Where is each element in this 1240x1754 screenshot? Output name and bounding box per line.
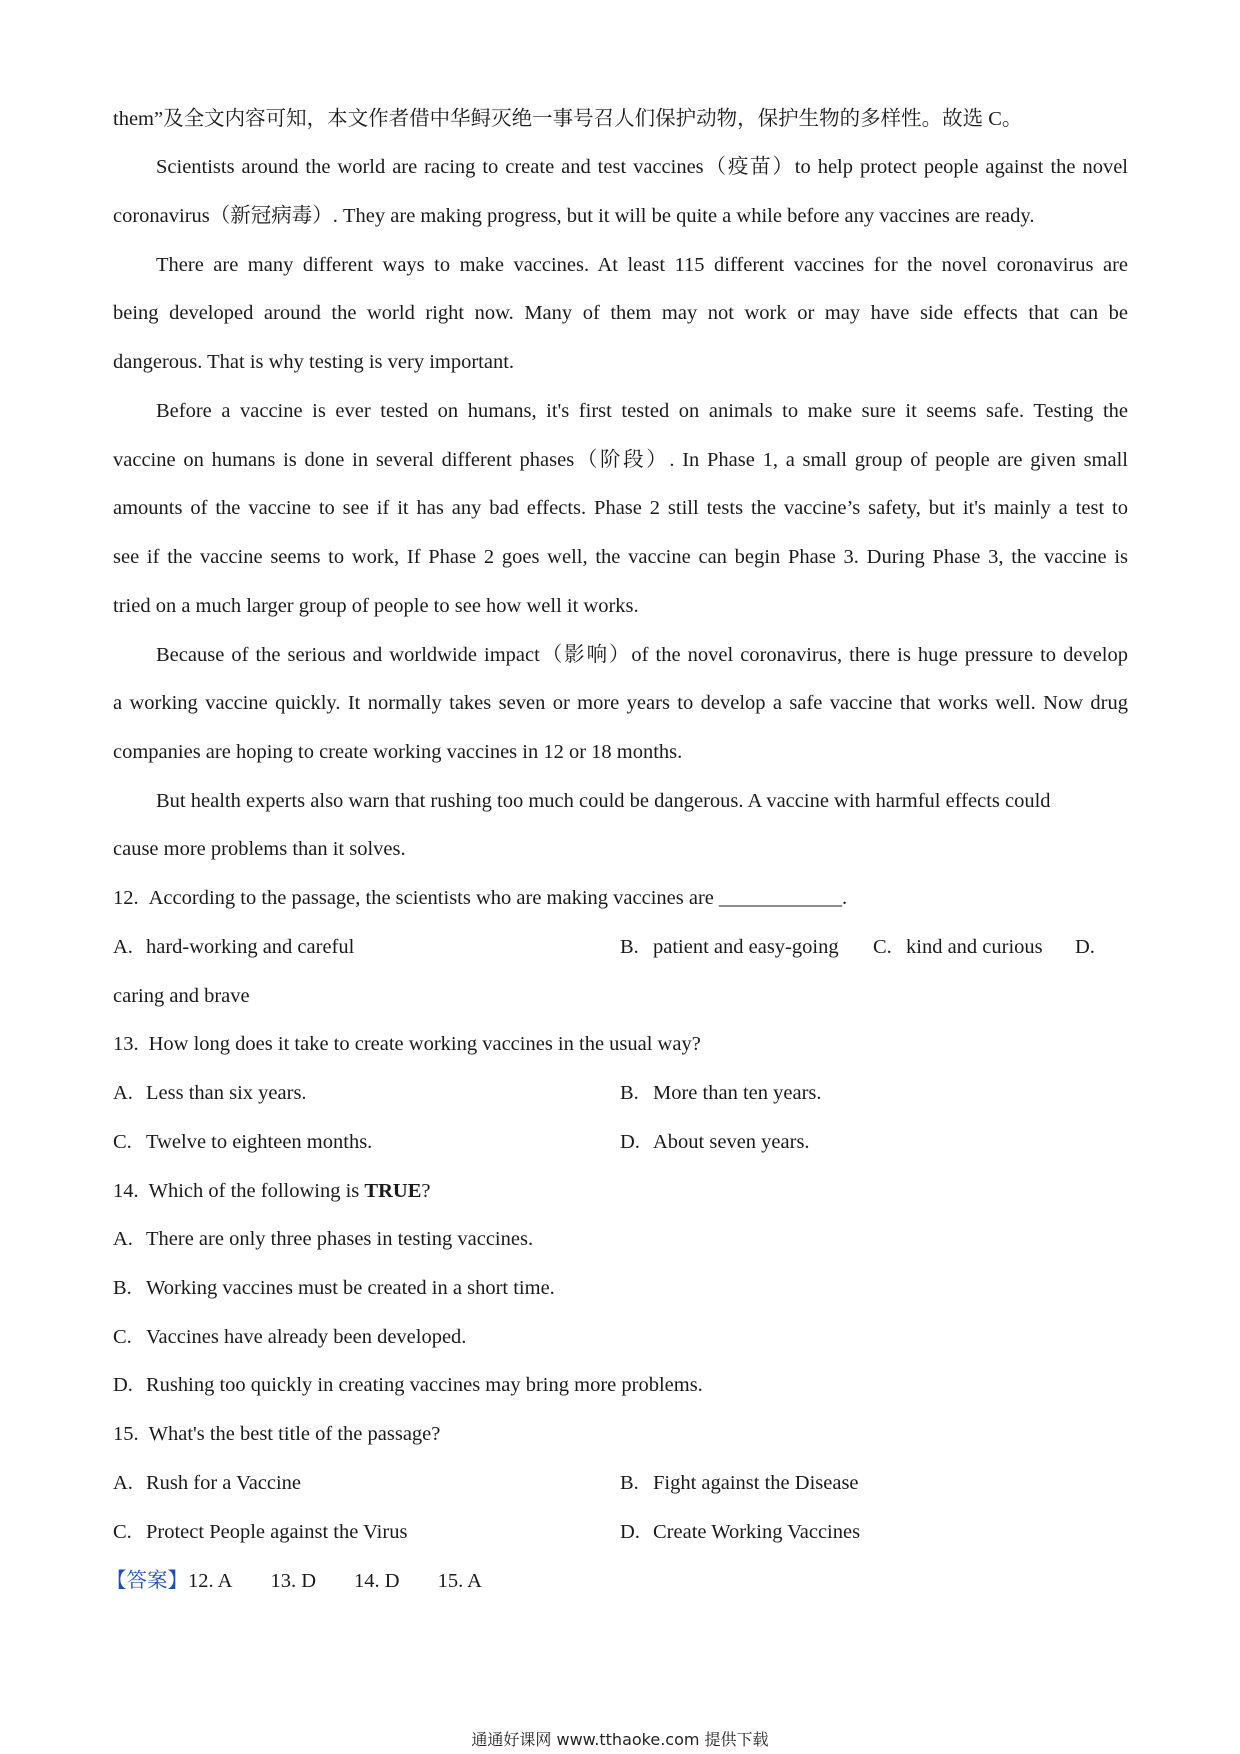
passage-p5-line2: cause more problems than it solves. — [113, 838, 406, 860]
intro-tail: them”及全文内容可知，本文作者借中华鲟灭绝一事号召人们保护动物，保护生物的多样性。故选 C。 — [113, 108, 1023, 130]
option-letter: C. — [873, 936, 892, 958]
option-text: Protect People against the Virus — [146, 1521, 408, 1543]
option-letter: C. — [113, 1131, 132, 1153]
option-text: More than ten years. — [653, 1082, 822, 1104]
option-text: patient and easy-going — [653, 936, 839, 958]
answer-line — [106, 1566, 1121, 1596]
option-text: Twelve to eighteen months. — [146, 1131, 373, 1153]
option-text: Create Working Vaccines — [653, 1521, 861, 1543]
passage-p1-line1: Scientists around the world are racing to create and test vaccines（疫苗）to help protect people against the novel — [156, 156, 1128, 178]
passage-p1-line2: coronavirus（新冠病毒）. They are making progress, but it will be quite a while before any vaccines are ready. — [113, 205, 1035, 227]
option-letter: C. — [113, 1326, 132, 1348]
answer-item: 12. A — [188, 1570, 233, 1592]
option-letter: A. — [113, 1472, 133, 1494]
option-a — [113, 1468, 301, 1498]
passage-p2-line1: There are many different ways to make vaccines. At least 115 different vaccines for the novel coronavirus are — [156, 254, 1128, 276]
option-letter: A. — [113, 1228, 133, 1250]
option-letter: A. — [113, 936, 133, 958]
passage-p2-line3: dangerous. That is why testing is very important. — [113, 351, 515, 373]
question-12-stem — [113, 883, 1128, 913]
option-letter: B. — [620, 1472, 639, 1494]
option-letter: D. — [620, 1131, 640, 1153]
option-a — [113, 932, 354, 962]
option-letter: B. — [113, 1277, 132, 1299]
question-15-stem — [113, 1419, 1128, 1449]
question-14-stem — [113, 1176, 1128, 1206]
question-text: How long does it take to create working vaccines in the usual way? — [148, 1033, 701, 1055]
option-text: hard-working and careful — [146, 936, 355, 958]
option-c — [113, 1127, 372, 1157]
option-letter: B. — [620, 936, 639, 958]
option-text: Vaccines have already been developed. — [146, 1326, 467, 1348]
passage-p4-line3: companies are hoping to create working vaccines in 12 or 18 months. — [113, 741, 683, 763]
question-emphasis: TRUE — [364, 1180, 422, 1202]
answer-item: 14. D — [354, 1570, 400, 1592]
passage-p3-line5: tried on a much larger group of people to see how well it works. — [113, 595, 639, 617]
passage-p3-line1: Before a vaccine is ever tested on humans, it's first tested on animals to make sure it seems safe. Testing the — [156, 400, 1128, 422]
passage-p4-line1: Because of the serious and worldwide impact（影响）of the novel coronavirus, there is huge pressure to develop — [156, 644, 1128, 666]
option-b — [620, 932, 839, 962]
option-text: kind and curious — [906, 936, 1043, 958]
question-text-end: ? — [421, 1180, 431, 1202]
question-number: 12. — [113, 887, 139, 909]
option-letter: D. — [620, 1521, 640, 1543]
option-text: Less than six years. — [146, 1082, 307, 1104]
question-text: Which of the following is — [148, 1180, 365, 1202]
option-d — [620, 1127, 810, 1157]
option-a — [113, 1224, 533, 1254]
option-b — [620, 1078, 822, 1108]
option-letter: C. — [113, 1521, 132, 1543]
option-c — [113, 1517, 407, 1547]
option-a — [113, 1078, 307, 1108]
option-text: Fight against the Disease — [653, 1472, 859, 1494]
option-d-letter: D. — [1075, 936, 1095, 958]
option-d — [620, 1517, 860, 1547]
passage-p3-line4: see if the vaccine seems to work, If Phase 2 goes well, the vaccine can begin Phase 3. During Phase 3, the vaccine is — [113, 546, 1128, 568]
question-number: 13. — [113, 1033, 139, 1055]
option-d-text: caring and brave — [113, 985, 250, 1007]
passage-p3-line2: vaccine on humans is done in several different phases（阶段）. In Phase 1, a small group of people are given small — [113, 449, 1128, 471]
page-footer: 通通好课网 www.tthaoke.com 提供下载 — [471, 1730, 769, 1749]
passage-p3-line3: amounts of the vaccine to see if it has any bad effects. Phase 2 still tests the vaccine’s safety, but it's mainly a test to — [113, 497, 1128, 519]
option-letter: B. — [620, 1082, 639, 1104]
option-text: There are only three phases in testing vaccines. — [146, 1228, 534, 1250]
option-letter: A. — [113, 1082, 133, 1104]
option-text: Rushing too quickly in creating vaccines may bring more problems. — [146, 1374, 703, 1396]
option-d — [113, 1370, 703, 1400]
answer-item: 13. D — [270, 1570, 316, 1592]
option-text: Rush for a Vaccine — [146, 1472, 302, 1494]
answer-tag: 【答案】 — [106, 1570, 188, 1592]
option-letter: D. — [113, 1374, 133, 1396]
option-c — [873, 932, 1043, 962]
passage-p2-line2: being developed around the world right now. Many of them may not work or may have side effects that can be — [113, 302, 1128, 324]
option-text: About seven years. — [653, 1131, 810, 1153]
question-text: According to the passage, the scientists who are making vaccines are ____________. — [148, 887, 848, 909]
question-number: 15. — [113, 1423, 139, 1445]
option-b — [620, 1468, 859, 1498]
passage-p4-line2: a working vaccine quickly. It normally takes seven or more years to develop a safe vaccine that works well. Now drug — [113, 692, 1128, 714]
question-13-stem — [113, 1029, 1128, 1059]
question-number: 14. — [113, 1180, 139, 1202]
option-c — [113, 1322, 466, 1352]
option-text: Working vaccines must be created in a short time. — [146, 1277, 555, 1299]
passage-p5-line1: But health experts also warn that rushing too much could be dangerous. A vaccine with harmful effects could — [156, 790, 1051, 812]
answer-item: 15. A — [437, 1570, 482, 1592]
question-text: What's the best title of the passage? — [148, 1423, 441, 1445]
option-b — [113, 1273, 555, 1303]
